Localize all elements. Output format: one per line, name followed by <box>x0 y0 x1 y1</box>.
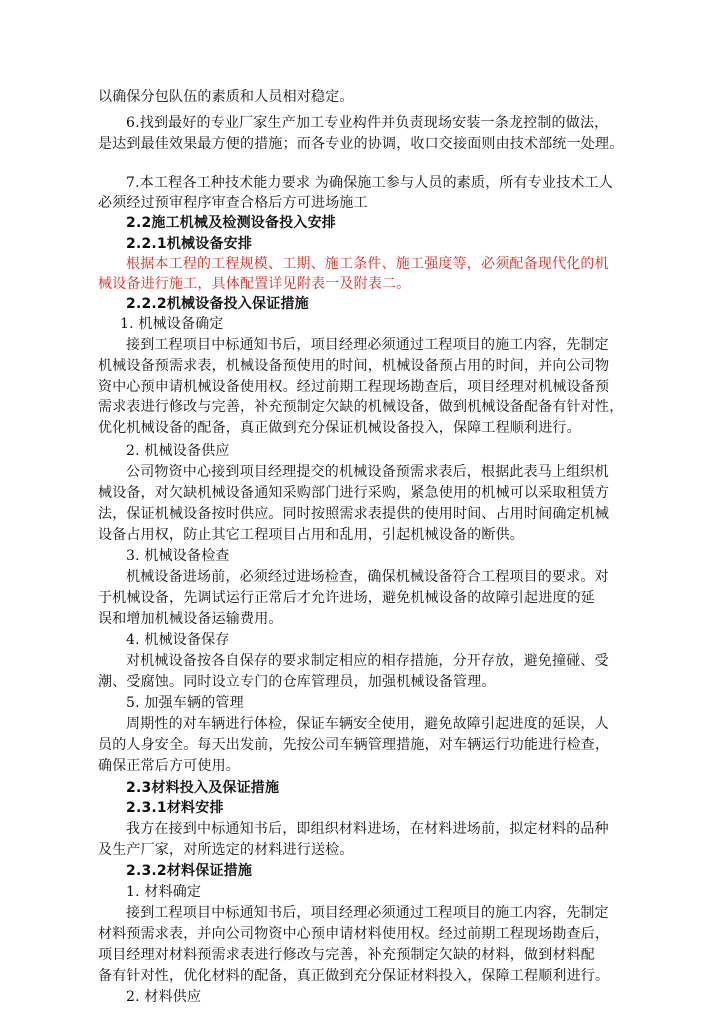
list-item-heading: 5. 加强车辆的管理 <box>126 695 244 711</box>
paragraph-line: 机械设备预需求表，机械设备预使用的时间，机械设备预占用的时间，并向公司物 <box>98 358 610 374</box>
paragraph-line: 潮、受腐蚀。同时设立专门的仓库管理员，加强机械设备管理。 <box>98 674 496 690</box>
paragraph-line: 接到工程项目中标通知书后，项目经理必须通过工程项目的施工内容，先制定 <box>126 337 609 353</box>
list-item-heading: 4. 机械设备保存 <box>126 632 230 648</box>
paragraph-line: 机械设备进场前，必须经过进场检查，确保机械设备符合工程项目的要求。对 <box>126 569 609 585</box>
paragraph-line: 误和增加机械设备运输费用。 <box>98 611 283 627</box>
paragraph-line: 是达到最佳效果最方便的措施；而各专业的协调，收口交接面则由技术部统一处理。 <box>98 136 624 152</box>
paragraph-line: 设备占用权，防止其它工程项目占用和乱用，引起机械设备的断供。 <box>98 527 524 543</box>
paragraph-line: 7.本工程各工种技术能力要求 为确保施工参与人员的素质，所有专业技术工人 <box>126 175 614 191</box>
list-item-heading: 3. 机械设备检查 <box>126 548 230 564</box>
paragraph-line: 法，保证机械设备按时供应。同时按照需求表提供的使用时间、占用时间确定机械 <box>98 506 610 522</box>
paragraph-line: 于机械设备，先调试运行正常后才允许进场，避免机械设备的故障引起进度的延 <box>98 590 595 606</box>
subsection-heading: 2.2.1机械设备安排 <box>126 236 253 252</box>
paragraph-line: 接到工程项目中标通知书后，项目经理必须通过工程项目的施工内容，先制定 <box>126 905 609 921</box>
paragraph-line: 我方在接到中标通知书后，即组织材料进场，在材料进场前，拟定材料的品种 <box>126 821 609 837</box>
paragraph-line: 材料预需求表，并向公司物资中心预申请材料使用权。经过前期工程现场勘查后， <box>98 926 610 942</box>
section-heading: 2.3材料投入及保证措施 <box>126 780 280 796</box>
paragraph-line: 及生产厂家，对所选定的材料进行送检。 <box>98 842 354 858</box>
paragraph-line: 优化机械设备的配备，真正做到充分保证机械设备投入，保障工程顺利进行。 <box>98 420 581 436</box>
subsection-heading: 2.2.2机械设备投入保证措施 <box>126 296 309 312</box>
subsection-heading: 2.3.2材料保证措施 <box>126 863 253 879</box>
paragraph-line: 员的人身安全。每天出发前，先按公司车辆管理措施，对车辆运行功能进行检查， <box>98 737 610 753</box>
paragraph-line: 资中心预申请机械设备使用权。经过前期工程现场勘查后，项目经理对机械设备预 <box>98 379 610 395</box>
paragraph-line: 必须经过预审程序审查合格后方可进场施工 <box>98 195 368 211</box>
paragraph-line: 公司物资中心接到项目经理提交的机械设备预需求表后，根据此表马上组织机 <box>126 464 609 480</box>
paragraph-line: 备有针对性，优化材料的配备，真正做到充分保证材料投入，保障工程顺利进行。 <box>98 968 610 984</box>
paragraph-line: 周期性的对车辆进行体检，保证车辆安全使用，避免故障引起进度的延误，人 <box>126 716 609 732</box>
subsection-heading: 2.3.1材料安排 <box>126 800 224 816</box>
list-item-heading: 2. 材料供应 <box>126 989 202 1005</box>
list-item-heading: 1. 机械设备确定 <box>120 316 224 332</box>
list-item-heading: 1. 材料确定 <box>126 884 202 900</box>
highlighted-line: 械设备进行施工，具体配置详见附表一及附表二。 <box>98 276 411 292</box>
paragraph-line: 以确保分包队伍的素质和人员相对稳定。 <box>98 89 354 105</box>
list-item-heading: 2. 机械设备供应 <box>126 443 230 459</box>
highlighted-line: 根据本工程的工程规模、工期、施工条件、施工强度等，必须配备现代化的机 <box>126 256 609 272</box>
paragraph-line: 项目经理对材料预需求表进行修改与完善，补充预制定欠缺的材料，做到材料配 <box>98 947 595 963</box>
paragraph-line: 对机械设备按各自保存的要求制定相应的相存措施，分开存放，避免撞碰、受 <box>126 653 609 669</box>
paragraph-line: 械设备，对欠缺机械设备通知采购部门进行采购，紧急使用的机械可以采取租赁方 <box>98 485 610 501</box>
paragraph-line: 需求表进行修改与完善，补充预制定欠缺的机械设备，做到机械设备配备有针对性， <box>98 399 624 415</box>
paragraph-line: 确保正常后方可使用。 <box>98 758 240 774</box>
paragraph-line: 6.找到最好的专业厂家生产加工专业构件并负责现场安装一条龙控制的做法， <box>126 115 609 131</box>
section-heading: 2.2施工机械及检测设备投入安排 <box>126 215 336 231</box>
